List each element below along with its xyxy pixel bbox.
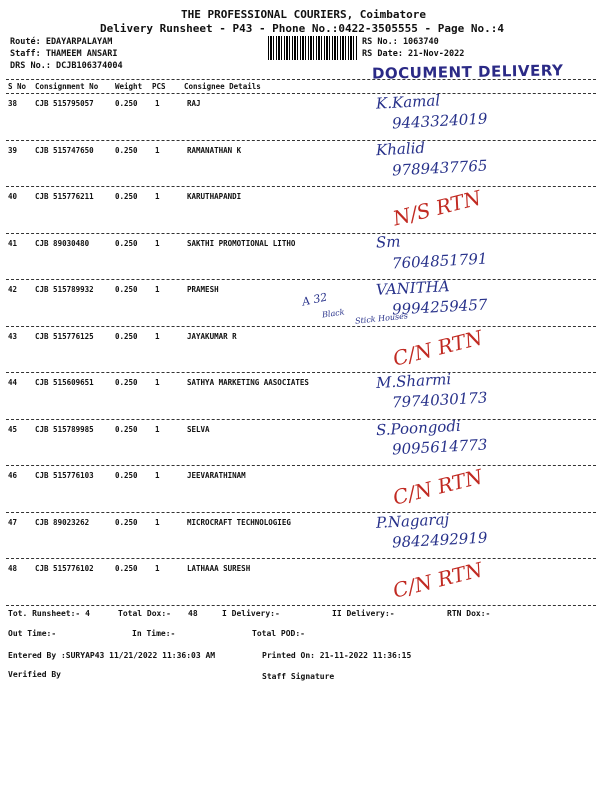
- row-consignee: SELVA: [187, 424, 210, 434]
- row-sno: 44: [8, 378, 18, 387]
- row-consignment: CJB 515776211: [35, 192, 94, 201]
- row-consignee: KARUTHAPANDI: [187, 192, 242, 201]
- row-pcs: 1: [155, 564, 160, 573]
- row-divider: [6, 279, 596, 280]
- ii-delivery: II Delivery:-: [332, 609, 395, 618]
- row-weight: 0.250: [115, 192, 138, 201]
- row-divider: [6, 372, 596, 373]
- col-weight: Weight: [115, 82, 143, 91]
- row-pcs: 1: [155, 471, 160, 480]
- row-consignee: JEEVARATHINAM: [187, 471, 246, 480]
- row-pcs: 1: [155, 517, 160, 527]
- row-weight: 0.250: [115, 331, 138, 341]
- col-consignment: Consignment No: [35, 82, 99, 91]
- row-consignee: JAYAKUMAR R: [187, 331, 237, 341]
- row-divider: [6, 140, 596, 141]
- col-sno: S No: [8, 82, 27, 91]
- staff-signature: Staff Signature: [262, 672, 335, 681]
- table-row: [0, 464, 600, 517]
- staff-label: Staff: THAMEEM ANSARI: [10, 49, 118, 59]
- row-sno: 42: [8, 285, 18, 294]
- row-weight: 0.250: [115, 145, 138, 155]
- table-row: [0, 416, 600, 471]
- row-consignee: RAJ: [187, 99, 201, 108]
- out-time: Out Time:-: [8, 629, 57, 638]
- receiver-signature: M.Sharmi: [375, 370, 452, 392]
- table-row: [0, 557, 600, 610]
- receiver-signature: S.Poongodi: [375, 416, 462, 439]
- table-row: [0, 370, 600, 424]
- row-weight: 0.250: [115, 99, 138, 108]
- row-consignment: CJB 515776102: [35, 564, 94, 573]
- row-divider: [6, 465, 596, 466]
- receiver-signature: Sm: [375, 231, 401, 252]
- total-pod: Total POD:-: [252, 629, 305, 638]
- row-pcs: 1: [155, 192, 160, 201]
- table-row: [0, 138, 600, 192]
- return-mark: N/S RTN: [390, 185, 484, 231]
- tot-runsheet: Tot. Runsheet:- 4: [8, 609, 90, 618]
- row-divider: [6, 605, 596, 606]
- note-stick-houses: Stick Houses: [354, 311, 409, 326]
- receiver-phone: 9789437765: [391, 156, 488, 179]
- row-weight: 0.250: [115, 471, 138, 480]
- document-delivery-stamp: DOCUMENT DELIVERY: [371, 61, 564, 83]
- row-sno: 48: [8, 564, 18, 573]
- receiver-signature: K.Kamal: [375, 91, 441, 113]
- row-consignment: CJB 515795057: [35, 99, 94, 108]
- receiver-phone: 9443324019: [391, 109, 488, 133]
- row-sno: 40: [8, 192, 18, 201]
- row-weight: 0.250: [115, 285, 138, 294]
- row-sno: 38: [8, 99, 18, 108]
- col-consignee: Consignee Details: [184, 82, 261, 91]
- row-pcs: 1: [155, 331, 160, 341]
- row-pcs: 1: [155, 145, 160, 155]
- table-row: [0, 277, 600, 331]
- row-weight: 0.250: [115, 564, 138, 573]
- receiver-signature: P.Nagaraj: [375, 509, 450, 532]
- row-sno: 43: [8, 331, 18, 341]
- row-pcs: 1: [155, 424, 160, 434]
- table-row: [0, 185, 600, 238]
- row-divider: [6, 419, 596, 420]
- row-sno: 39: [8, 145, 18, 155]
- divider: [6, 93, 596, 94]
- i-delivery: I Delivery:-: [222, 609, 280, 618]
- row-weight: 0.250: [115, 517, 138, 527]
- row-sno: 41: [8, 238, 18, 248]
- row-consignee: SAKTHI PROMOTIONAL LITHO: [187, 238, 296, 248]
- runsheet-title: Delivery Runsheet - P43 - Phone No.:0422-3505555 - Page No.:4: [100, 22, 504, 35]
- row-consignment: CJB 515789985: [35, 424, 94, 434]
- return-mark: C/N RTN: [390, 464, 485, 510]
- row-consignee: SATHYA MARKETING AASOCIATES: [187, 378, 309, 387]
- receiver-phone: 7974030173: [391, 388, 488, 412]
- row-consignee: LATHAAA SURESH: [187, 564, 251, 573]
- table-row: [0, 324, 600, 378]
- row-consignment: CJB 89030480: [35, 238, 90, 248]
- row-consignment: CJB 515776103: [35, 471, 94, 480]
- note-black: Black: [321, 307, 346, 320]
- divider: [6, 79, 596, 80]
- row-consignment: CJB 515609651: [35, 378, 94, 387]
- row-sno: 46: [8, 471, 18, 480]
- col-pcs: PCS: [152, 82, 166, 91]
- row-divider: [6, 326, 596, 327]
- row-sno: 45: [8, 424, 18, 434]
- row-weight: 0.250: [115, 378, 138, 387]
- row-pcs: 1: [155, 285, 160, 294]
- row-consignee: MICROCRAFT TECHNOLOGIEG: [187, 517, 291, 527]
- note-a32: A 32: [300, 290, 329, 309]
- row-divider: [6, 558, 596, 559]
- row-weight: 0.250: [115, 238, 138, 248]
- receiver-phone: 9095614773: [391, 435, 488, 458]
- return-mark: C/N RTN: [390, 557, 485, 603]
- company-title: THE PROFESSIONAL COURIERS, Coimbatore: [181, 8, 427, 21]
- row-consignee: RAMANATHAN K: [187, 145, 242, 155]
- entered-by: Entered By :SURYAP43 11/21/2022 11:36:03 AM: [8, 651, 216, 660]
- table-row: [0, 91, 600, 145]
- row-consignment: CJB 515747650: [35, 145, 94, 155]
- printed-on: Printed On: 21-11-2022 11:36:15: [262, 651, 412, 660]
- row-pcs: 1: [155, 238, 160, 248]
- receiver-signature: VANITHA: [375, 277, 451, 299]
- row-weight: 0.250: [115, 424, 138, 434]
- receiver-signature: Khalid: [375, 138, 426, 159]
- receiver-phone: 9994259457: [391, 295, 488, 319]
- row-pcs: 1: [155, 378, 160, 387]
- total-dox-label: Total Dox:-: [118, 609, 171, 618]
- verified-by: Verified By: [8, 670, 61, 679]
- total-dox-value: 48: [188, 609, 198, 618]
- row-sno: 47: [8, 517, 18, 527]
- receiver-phone: 7604851791: [391, 249, 488, 272]
- row-divider: [6, 512, 596, 513]
- rs-number: RS No.: 1063740: [362, 37, 439, 47]
- rs-date: RS Date: 21-Nov-2022: [362, 49, 465, 59]
- rtn-dox: RTN Dox:-: [447, 609, 491, 618]
- route-label: Routé: EDAYARPALAYAM: [10, 37, 113, 47]
- row-consignment: CJB 515789932: [35, 285, 94, 294]
- table-row: [0, 509, 600, 564]
- table-row: [0, 231, 600, 285]
- row-consignment: CJB 515776125: [35, 331, 94, 341]
- barcode: [268, 36, 358, 60]
- row-consignee: PRAMESH: [187, 285, 219, 294]
- row-pcs: 1: [155, 99, 160, 108]
- row-divider: [6, 233, 596, 234]
- receiver-phone: 9842492919: [391, 528, 488, 551]
- row-divider: [6, 186, 596, 187]
- drs-number: DRS No.: DCJB106374004: [10, 61, 123, 71]
- in-time: In Time:-: [132, 629, 176, 638]
- return-mark: C/N RTN: [390, 324, 485, 371]
- row-consignment: CJB 89023262: [35, 517, 90, 527]
